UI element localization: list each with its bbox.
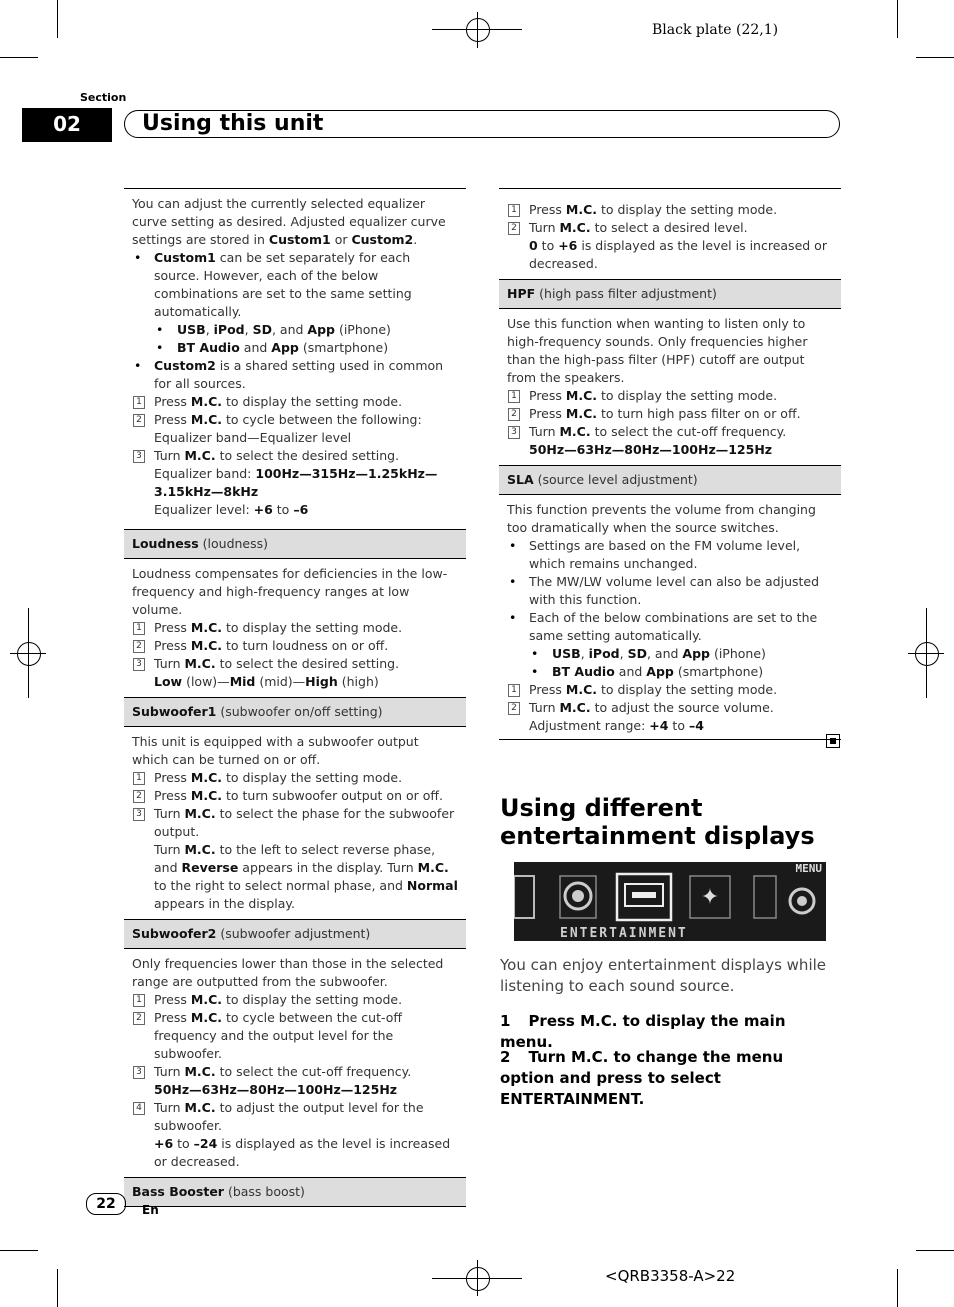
entertainment-icons: [514, 872, 826, 922]
crop-mark: [0, 1250, 38, 1251]
list-item: • USB, iPod, SD, and App (iPhone): [132, 321, 458, 339]
step-item: 1 Press M.C. to display the setting mode.: [132, 393, 458, 411]
list-item: • BT Audio and App (smartphone): [132, 339, 458, 357]
loudness-header: Loudness (loudness): [124, 529, 466, 559]
document-code: <QRB3358-A>22: [605, 1267, 736, 1285]
sparkle-icon: ✦: [700, 885, 720, 910]
plate-label: Black plate (22,1): [652, 22, 779, 38]
section-label: Section: [80, 91, 127, 104]
step-item: 1 Press M.C. to display the setting mode.: [132, 991, 458, 1009]
subwoofer2-text: Only frequencies lower than those in the selected range are outputted from the subwoofer.: [132, 956, 444, 989]
language-label: En: [142, 1203, 159, 1217]
step-item: 3 Turn M.C. to select the desired setting. Low (low)—Mid (mid)—High (high): [132, 655, 458, 691]
step-item: 1 Press M.C. to display the setting mode.: [132, 619, 458, 637]
crop-mark: [57, 1269, 58, 1307]
step-item: 2 Turn M.C. to adjust the source volume. Adjustment range: +4 to –4: [507, 699, 833, 735]
end-mark-icon: [826, 734, 840, 748]
sla-text: This function prevents the volume from changing too dramatically when the source switches.: [507, 502, 816, 535]
main-step-2: 2 Turn M.C. to change the menu option and press to select ENTERTAINMENT.: [500, 1048, 784, 1108]
crop-mark: [897, 1269, 898, 1307]
list-item: • BT Audio and App (smartphone): [507, 663, 833, 681]
partial-icon: [514, 876, 534, 918]
list-item: • USB, iPod, SD, and App (iPhone): [507, 645, 833, 663]
step-item: 1 Press M.C. to display the setting mode.: [132, 769, 458, 787]
step-item: 2 Press M.C. to turn loudness on or off.: [132, 637, 458, 655]
step-item: 2 Press M.C. to cycle between the cut-off frequency and the output level for the subwoofer.: [132, 1009, 458, 1063]
page-number: 22: [86, 1193, 126, 1215]
step-item: 4 Turn M.C. to adjust the output level for the subwoofer. +6 to –24 is displayed as the level is increased or decreased.: [132, 1099, 458, 1171]
entertainment-intro: You can enjoy entertainment displays while listening to each sound source.: [500, 956, 827, 995]
step-item: 2 Press M.C. to turn subwoofer output on or off.: [132, 787, 458, 805]
list-item: • Each of the below combinations are set to the same setting automatically.: [507, 609, 833, 645]
sla-header: SLA (source level adjustment): [499, 465, 841, 495]
step-item: 3 Turn M.C. to select the cut-off frequency. 50Hz—63Hz—80Hz—100Hz—125Hz: [507, 423, 833, 459]
hpf-text: Use this function when wanting to listen only to high-frequency sounds. Only frequencies higher than the high-pass filter (HPF) cutoff are output from the speakers.: [507, 316, 808, 385]
crop-mark: [916, 57, 954, 58]
crop-mark: [0, 57, 38, 58]
list-item: • Settings are based on the FM volume level, which remains unchanged.: [507, 537, 833, 573]
list-item: • Custom2 is a shared setting used in common for all sources.: [132, 357, 458, 393]
step-item: 2 Press M.C. to turn high pass filter on or off.: [507, 405, 833, 423]
left-column: [124, 188, 466, 1207]
entertainment-title: Using different entertainment displays: [500, 794, 815, 850]
entertainment-screen: [514, 862, 826, 941]
section-number: 02: [22, 108, 112, 142]
subwoofer2-header: Subwoofer2 (subwoofer adjustment): [124, 919, 466, 949]
subwoofer1-header: Subwoofer1 (subwoofer on/off setting): [124, 697, 466, 727]
step-item: 2 Press M.C. to cycle between the following: Equalizer band—Equalizer level: [132, 411, 458, 447]
step-item: 3 Turn M.C. to select the cut-off frequency. 50Hz—63Hz—80Hz—100Hz—125Hz: [132, 1063, 458, 1099]
crop-mark: [57, 0, 58, 38]
section-title: Using this unit: [142, 111, 324, 136]
step-item: 3 Turn M.C. to select the phase for the subwoofer output. Turn M.C. to the left to select reverse phase, and Reverse appears in the display. Turn M.C. to the right to select normal phase, and Normal appears in the display.: [132, 805, 458, 913]
loudness-text: Loudness compensates for deficiencies in the low-frequency and high-frequency ranges at low volume.: [132, 566, 448, 617]
list-item: • The MW/LW volume level can also be adjusted with this function.: [507, 573, 833, 609]
step-item: 1 Press M.C. to display the setting mode.: [507, 387, 833, 405]
step-item: 2 Turn M.C. to select a desired level. 0 to +6 is displayed as the level is increased or decreased.: [507, 219, 833, 273]
right-column: [499, 188, 841, 740]
bass-booster-header: Bass Booster (bass boost): [124, 1177, 466, 1207]
crop-mark: [897, 0, 898, 38]
step-item: 3 Turn M.C. to select the desired setting. Equalizer band: 100Hz—315Hz—1.25kHz—3.15kHz—8kHz Equalizer level: +6 to –6: [132, 447, 458, 519]
menu-label: MENU: [795, 862, 822, 875]
step-item: 1 Press M.C. to display the setting mode.: [507, 681, 833, 699]
subwoofer1-text: This unit is equipped with a subwoofer output which can be turned on or off.: [132, 734, 419, 767]
eq-intro: You can adjust the currently selected equalizer curve setting as desired. Adjusted equalizer curve settings are stored in Custom1 or Custom2.: [132, 196, 446, 247]
speaker-center-icon: [572, 890, 584, 902]
entertainment-label: ENTERTAINMENT: [560, 926, 688, 941]
main-step-1: 1 Press M.C. to display the main menu.: [500, 1012, 786, 1051]
step-item: 1 Press M.C. to display the setting mode.: [507, 201, 833, 219]
list-item: • Custom1 can be set separately for each source. However, each of the below combinations are set to the same setting automatically.: [132, 249, 458, 321]
hpf-header: HPF (high pass filter adjustment): [499, 279, 841, 309]
crop-mark: [916, 1250, 954, 1251]
